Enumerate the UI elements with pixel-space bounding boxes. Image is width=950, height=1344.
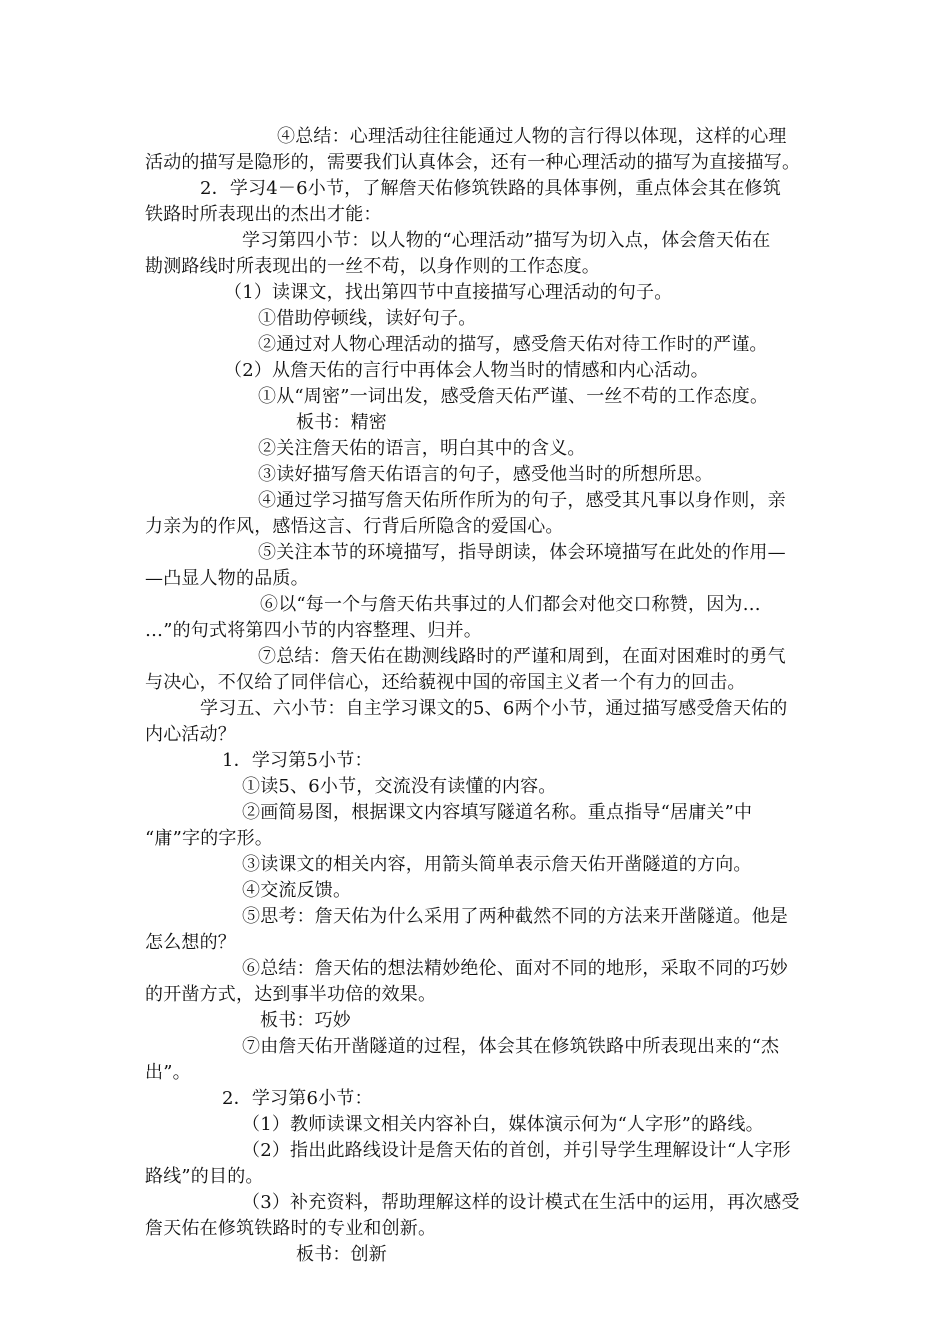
text-line: ②关注詹天佑的语言，明白其中的含义。: [258, 438, 586, 459]
text-line: 出”。: [145, 1062, 191, 1083]
text-line: ③读课文的相关内容，用箭头简单表示詹天佑开凿隧道的方向。: [242, 854, 752, 875]
text-line: ②通过对人物心理活动的描写，感受詹天佑对待工作时的严谨。: [258, 334, 768, 355]
board-note: 板书：创新: [296, 1244, 387, 1265]
text-line: 铁路时所表现出的杰出才能：: [145, 204, 382, 225]
text-line: （2）从詹天佑的言行中再体会人物当时的情感和内心活动。: [224, 360, 709, 381]
text-line: 力亲为的作风，感悟这言、行背后所隐含的爱国心。: [145, 516, 564, 537]
text-line: 詹天佑在修筑铁路时的专业和创新。: [145, 1218, 437, 1239]
text-line: 勘测路线时所表现出的一丝不苟，以身作则的工作态度。: [145, 256, 600, 277]
text-line: ⑤关注本节的环境描写，指导朗读，体会环境描写在此处的作用—: [258, 542, 786, 563]
text-line: ①读5、6小节，交流没有读懂的内容。: [242, 776, 557, 797]
text-line: ⑥总结：詹天佑的想法精妙绝伦、面对不同的地形，采取不同的巧妙: [242, 958, 788, 979]
board-note: 板书：精密: [296, 412, 387, 433]
text-line: （1）读课文，找出第四节中直接描写心理活动的句子。: [224, 282, 673, 303]
text-line: ④总结：心理活动往往能通过人物的言行得以体现，这样的心理: [277, 126, 787, 147]
text-line: ①借助停顿线，读好句子。: [258, 308, 477, 329]
text-line: ①从“周密”一词出发，感受詹天佑严谨、一丝不苟的工作态度。: [258, 386, 769, 407]
text-line: 与决心，不仅给了同伴信心，还给藐视中国的帝国主义者一个有力的回击。: [145, 672, 746, 693]
text-line: 2．学习第6小节：: [222, 1088, 373, 1109]
text-line: 内心活动？: [145, 724, 236, 745]
text-line: 学习第四小节：以人物的“心理活动”描写为切入点，体会詹天佑在: [242, 230, 771, 251]
text-line: ④交流反馈。: [242, 880, 352, 901]
text-line: 的开凿方式，达到事半功倍的效果。: [145, 984, 437, 1005]
text-line: ⑤思考：詹天佑为什么采用了两种截然不同的方法来开凿隧道。他是: [242, 906, 788, 927]
text-line: 学习五、六小节：自主学习课文的5、6两个小节，通过描写感受詹天佑的: [200, 698, 788, 719]
board-note: 板书：巧妙: [260, 1010, 351, 1031]
text-line: ⑦总结：詹天佑在勘测线路时的严谨和周到，在面对困难时的勇气: [258, 646, 786, 667]
text-line: …”的句式将第四小节的内容整理、归并。: [145, 620, 483, 641]
text-line: （3）补充资料，帮助理解这样的设计模式在生活中的运用，再次感受: [242, 1192, 800, 1213]
text-line: （2）指出此路线设计是詹天佑的首创，并引导学生理解设计“人字形: [242, 1140, 791, 1161]
text-line: ⑦由詹天佑开凿隧道的过程，体会其在修筑铁路中所表现出来的“杰: [242, 1036, 780, 1057]
text-line: 2．学习4－6小节，了解詹天佑修筑铁路的具体事例，重点体会其在修筑: [200, 178, 781, 199]
text-line: 怎么想的？: [145, 932, 236, 953]
text-line: ④通过学习描写詹天佑所作所为的句子，感受其凡事以身作则，亲: [258, 490, 786, 511]
text-line: （1）教师读课文相关内容补白，媒体演示何为“人字形”的路线。: [242, 1114, 764, 1135]
text-line: —凸显人物的品质。: [145, 568, 309, 589]
text-line: ⑥以“每一个与詹天佑共事过的人们都会对他交口称赞，因为…: [260, 594, 761, 615]
text-line: 1．学习第5小节：: [222, 750, 373, 771]
text-line: 路线”的目的。: [145, 1166, 264, 1187]
text-line: 活动的描写是隐形的，需要我们认真体会，还有一种心理活动的描写为直接描写。: [145, 152, 801, 173]
text-line: “庸”字的字形。: [145, 828, 274, 849]
text-line: ②画简易图，根据课文内容填写隧道名称。重点指导“居庸关”中: [242, 802, 753, 823]
text-line: ③读好描写詹天佑语言的句子，感受他当时的所想所思。: [258, 464, 713, 485]
